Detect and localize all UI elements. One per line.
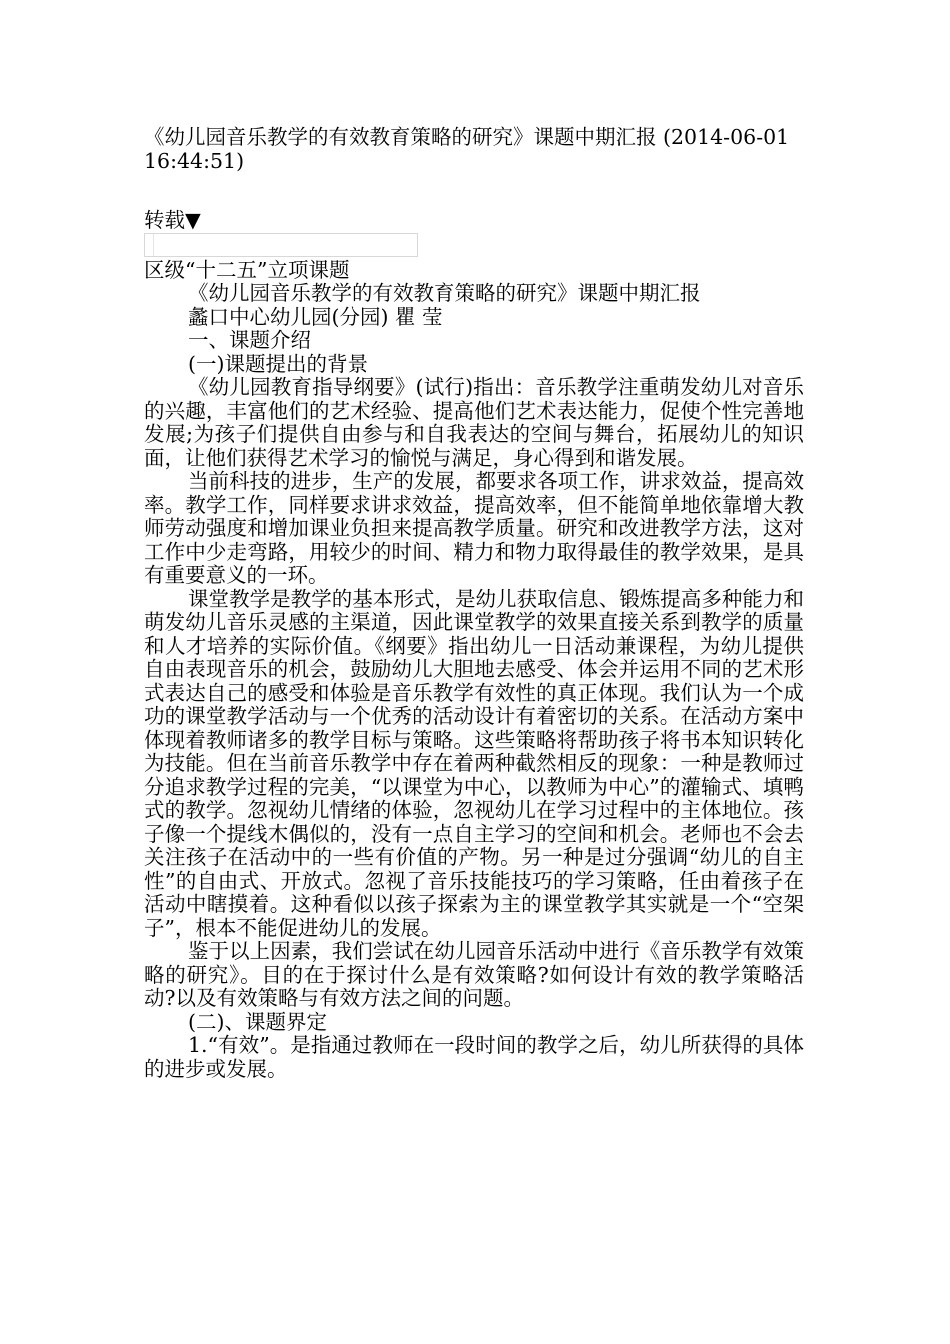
section-heading: 一、课题介绍 (188, 328, 311, 352)
subsection-heading: (一)课题提出的背景 (188, 351, 368, 376)
paragraph: 鉴于以上因素，我们尝试在幼儿园音乐活动中进行《音乐教学有效策略的研究》。目的在于探讨什么是有效策略?如何设计有效的教学策略活动?以及有效策略与有效方法之间的问题。 (144, 939, 804, 1010)
paragraph: 当前科技的进步，生产的发展，都要求各项工作，讲求效益，提高效率。教学工作，同样要求讲求效益，提高效率，但不能简单地依靠增大教师劳动强度和增加课业负担来提高教学质量。研究和改进教学方法，这对工作中少走弯路，用较少的时间、精力和物力取得最佳的教学效果，是具有重要意义的一环。 (144, 469, 804, 587)
author-line: 蠡口中心幼儿园(分园) 瞿 莹 (188, 304, 443, 329)
paragraph: 《幼儿园教育指导纲要》(试行)指出：音乐教学注重萌发幼儿对音乐的兴趣，丰富他们的艺术经验、提高他们艺术表达能力，促使个性完善地发展;为孩子们提供自由参与和自我表达的空间与舞台，拓展幼儿的知识面，让他们获得艺术学习的愉悦与满足，身心得到和谐发展。 (144, 375, 804, 470)
blank-frame (144, 233, 418, 257)
paragraph: 1.“有效”。是指通过教师在一段时间的教学之后，幼儿所获得的具体的进步或发展。 (144, 1033, 804, 1081)
subsection-heading: (二)、课题界定 (188, 1009, 327, 1034)
repost-button[interactable]: 转载▼ (144, 208, 201, 232)
category-line: 区级“十二五”立项课题 (144, 257, 350, 282)
article-subtitle: 《幼儿园音乐教学的有效教育策略的研究》课题中期汇报 (188, 281, 701, 305)
page-title: 《幼儿园音乐教学的有效教育策略的研究》课题中期汇报 (2014-06-01 16:44:51) (144, 125, 790, 173)
blank-frame-edge (145, 234, 154, 256)
document-page (144, 126, 804, 1081)
paragraph: 课堂教学是教学的基本形式，是幼儿获取信息、锻炼提高多种能力和萌发幼儿音乐灵感的主渠道，因此课堂教学的效果直接关系到教学的质量和人才培养的实际价值。《纲要》指出幼儿一日活动兼课程，为幼儿提供自由表现音乐的机会，鼓励幼儿大胆地去感受、体会并运用不同的艺术形式表达自己的感受和体验是音乐教学有效性的真正体现。我们认为一个成功的课堂教学活动与一个优秀的活动设计有着密切的关系。在活动方案中体现着教师诸多的教学目标与策略。这些策略将帮助孩子将书本知识转化为技能。但在当前音乐教学中存在着两种截然相反的现象：一种是教师过分追求教学过程的完美，“以课堂为中心，以教师为中心”的灌输式、填鸭式的教学。忽视幼儿情绪的体验，忽视幼儿在学习过程中的主体地位。孩子像一个提线木偶似的，没有一点自主学习的空间和机会。老师也不会去关注孩子在活动中的一些有价值的产物。另一种是过分强调“幼儿的自主性”的自由式、开放式。忽视了音乐技能技巧的学习策略，任由着孩子在活动中瞎摸着。这种看似以孩子探索为主的课堂教学其实就是一个“空架子”，根本不能促进幼儿的发展。 (144, 586, 804, 940)
spacer (144, 173, 804, 209)
